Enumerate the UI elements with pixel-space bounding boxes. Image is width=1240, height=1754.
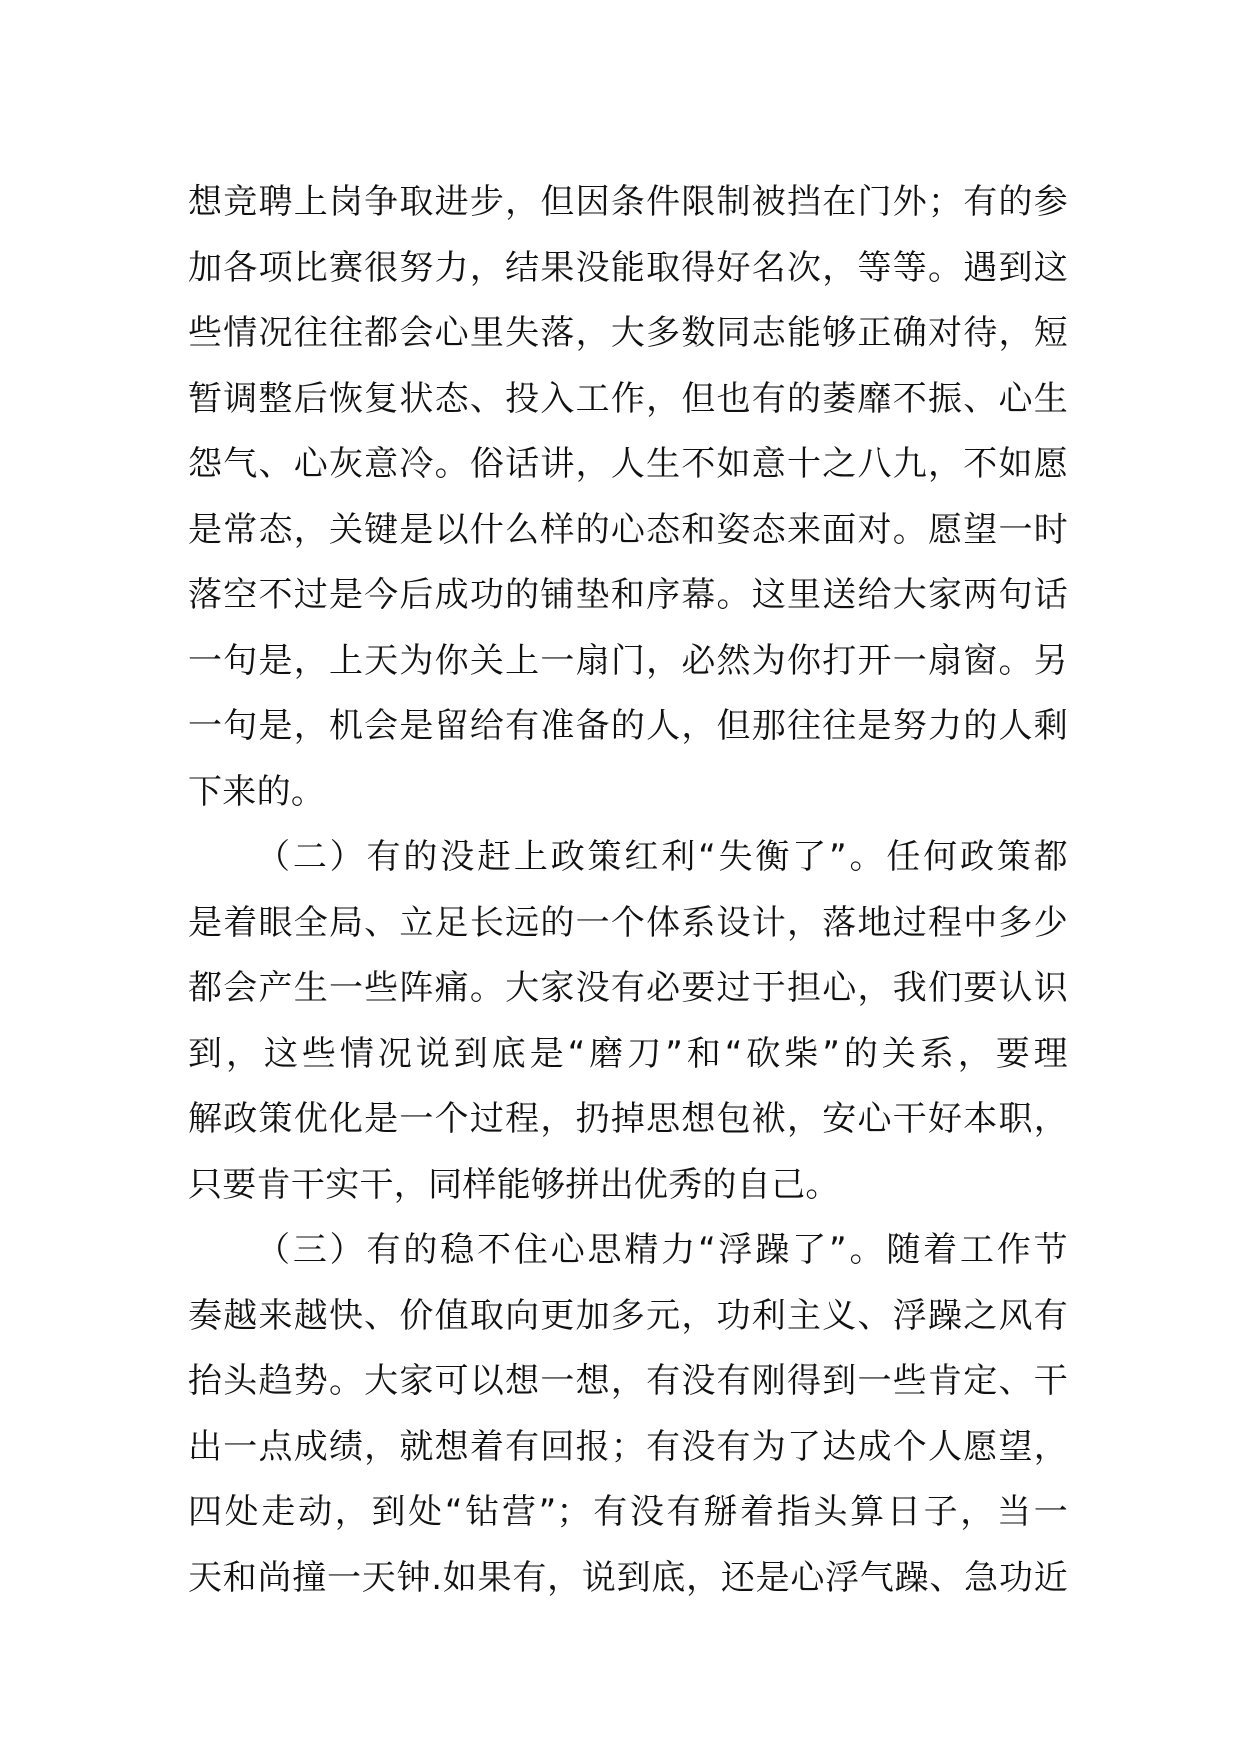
text-line: 到，这些情况说到底是“磨刀”和“砍柴”的关系，要理: [188, 1033, 1068, 1074]
text-line: 出一点成绩，就想着有回报；有没有为了达成个人愿望，: [188, 1426, 1068, 1467]
text-line: 奏越来越快、价值取向更加多元，功利主义、浮躁之风有: [188, 1295, 1068, 1336]
section-heading-line: （三）有的稳不住心思精力“浮躁了”。随着工作节: [256, 1230, 1068, 1270]
text-line: 想竞聘上岗争取进步，但因条件限制被挡在门外；有的参: [188, 182, 1068, 222]
text-line: 只要肯干实干，同样能够拼出优秀的自己。: [188, 1164, 840, 1205]
text-line: 抬头趋势。大家可以想一想，有没有刚得到一些肯定、干: [188, 1361, 1068, 1401]
text-line: 一句是，上天为你关上一扇门，必然为你打开一扇窗。另: [188, 640, 1068, 681]
text-line: 天和尚撞一天钟.如果有，说到底，还是心浮气躁、急功近: [188, 1557, 1068, 1598]
text-line: 是常态，关键是以什么样的心态和姿态来面对。愿望一时: [188, 509, 1068, 550]
text-line: 怨气、心灰意冷。俗话讲，人生不如意十之八九，不如愿: [188, 444, 1068, 484]
text-line: 一句是，机会是留给有准备的人，但那往往是努力的人剩: [188, 706, 1068, 746]
text-line: 四处走动，到处“钻营”；有没有掰着指头算日子，当一: [188, 1492, 1068, 1532]
text-line: 是着眼全局、立足长远的一个体系设计，落地过程中多少: [188, 902, 1068, 943]
text-line: 都会产生一些阵痛。大家没有必要过于担心，我们要认识: [188, 968, 1068, 1008]
text-line: 暂调整后恢复状态、投入工作，但也有的萎靡不振、心生: [188, 378, 1068, 419]
body-text: [188, 170, 1068, 1611]
text-line: 些情况往往都会心里失落，大多数同志能够正确对待，短: [188, 313, 1068, 353]
section-heading-line: （二）有的没赶上政策红利“失衡了”。任何政策都: [256, 837, 1068, 877]
text-line: 加各项比赛很努力，结果没能取得好名次，等等。遇到这: [188, 247, 1068, 288]
text-line: 下来的。: [188, 771, 326, 812]
text-line: 解政策优化是一个过程，扔掉思想包袱，安心干好本职，: [188, 1099, 1068, 1139]
text-line: 落空不过是今后成功的铺垫和序幕。这里送给大家两句话: [188, 575, 1068, 615]
